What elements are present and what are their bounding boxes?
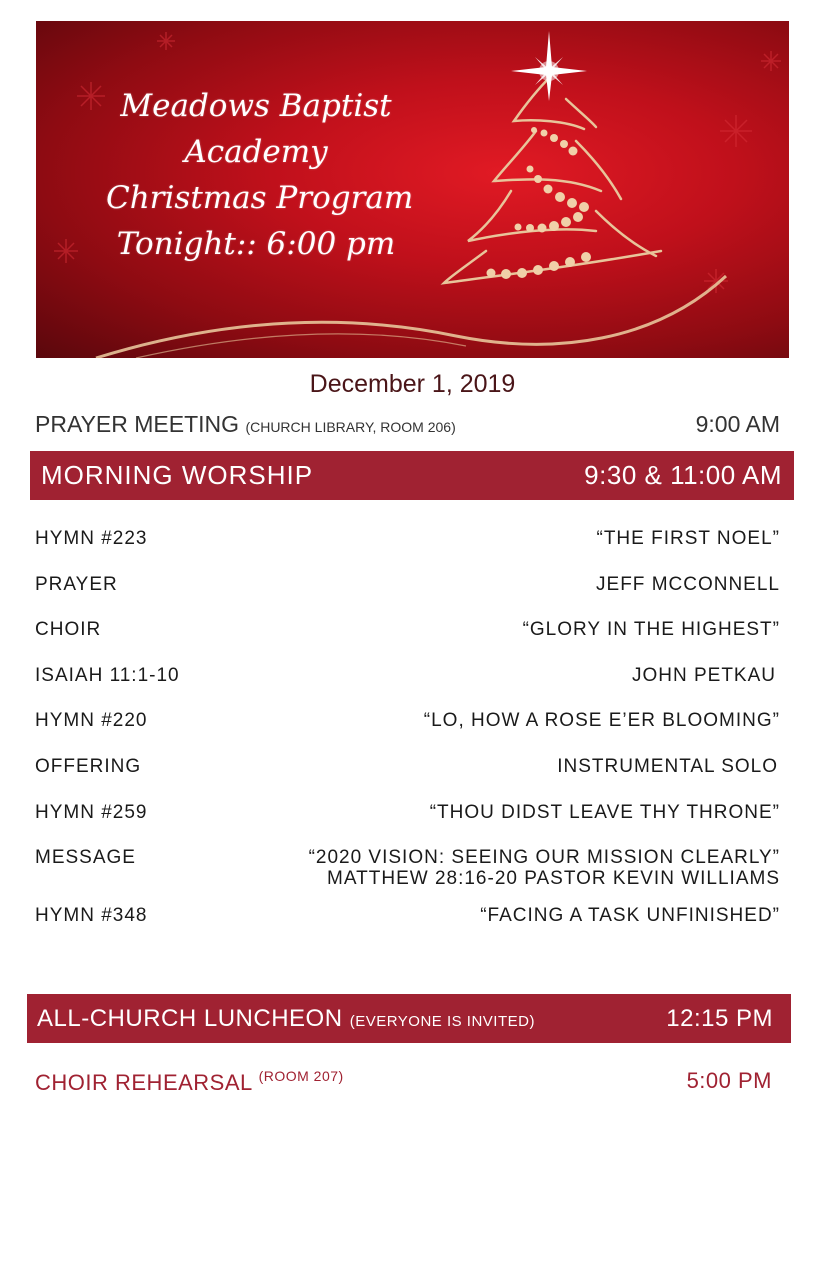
luncheon-time: 12:15 PM bbox=[666, 1005, 773, 1032]
order-item-detail: “GLORY IN THE HIGHEST” bbox=[522, 619, 780, 640]
luncheon-label: ALL-CHURCH LUNCHEON bbox=[37, 1005, 343, 1032]
order-item-name: OFFERING bbox=[35, 756, 142, 777]
choir-rehearsal-label: CHOIR REHEARSAL bbox=[35, 1070, 252, 1095]
luncheon-note: (EVERYONE IS INVITED) bbox=[349, 1013, 535, 1030]
prayer-meeting-title bbox=[35, 411, 456, 438]
order-item-name: HYMN #223 bbox=[35, 528, 148, 549]
order-item-detail: JOHN PETKAU bbox=[631, 665, 776, 686]
order-item-detail: JEFF MCCONNELL bbox=[596, 574, 780, 595]
order-item-name: HYMN #259 bbox=[35, 802, 148, 823]
luncheon-header bbox=[27, 994, 791, 1043]
banner-title bbox=[106, 83, 414, 267]
order-item-detail: “THOU DIDST LEAVE THY THRONE” bbox=[429, 802, 780, 823]
morning-worship-label: MORNING WORSHIP bbox=[41, 460, 314, 490]
choir-rehearsal-title bbox=[35, 1068, 344, 1096]
order-item-detail-line: “2020 VISION: SEEING OUR MISSION CLEARLY” bbox=[308, 847, 780, 868]
order-item-name: HYMN #348 bbox=[35, 905, 148, 926]
morning-worship-times: 9:30 & 11:00 AM bbox=[584, 460, 782, 490]
order-item-name: HYMN #220 bbox=[35, 710, 148, 731]
banner-title-line: Meadows Baptist bbox=[120, 88, 392, 124]
banner-title-line: Academy bbox=[184, 134, 328, 170]
order-item-detail: INSTRUMENTAL SOLO bbox=[557, 756, 778, 777]
choir-rehearsal-note: (ROOM 207) bbox=[258, 1068, 344, 1084]
order-item-name: MESSAGE bbox=[35, 847, 136, 868]
banner-title-line: Tonight:: 6:00 pm bbox=[116, 226, 396, 262]
order-item-detail: “THE FIRST NOEL” bbox=[596, 528, 780, 549]
order-item-detail: “LO, HOW A ROSE E’ER BLOOMING” bbox=[423, 710, 780, 731]
header-banner bbox=[36, 21, 789, 358]
morning-worship-header bbox=[30, 451, 794, 500]
program-date: December 1, 2019 bbox=[309, 370, 516, 398]
prayer-meeting-time: 9:00 AM bbox=[695, 411, 780, 437]
order-item-detail: “FACING A TASK UNFINISHED” bbox=[480, 905, 780, 926]
order-item-detail-line: MATTHEW 28:16-20 PASTOR KEVIN WILLIAMS bbox=[327, 868, 780, 889]
choir-rehearsal-time: 5:00 PM bbox=[686, 1068, 772, 1093]
prayer-meeting-note: (CHURCH LIBRARY, ROOM 206) bbox=[245, 419, 456, 435]
order-item-detail bbox=[309, 847, 780, 889]
star-icon bbox=[511, 31, 587, 101]
order-item-name: PRAYER bbox=[35, 574, 118, 595]
order-item-name: CHOIR bbox=[35, 619, 102, 640]
order-item-name: ISAIAH 11:1-10 bbox=[35, 665, 180, 686]
prayer-meeting-label: PRAYER MEETING bbox=[35, 411, 240, 437]
luncheon-title bbox=[37, 1005, 535, 1033]
banner-title-line: Christmas Program bbox=[106, 180, 414, 216]
